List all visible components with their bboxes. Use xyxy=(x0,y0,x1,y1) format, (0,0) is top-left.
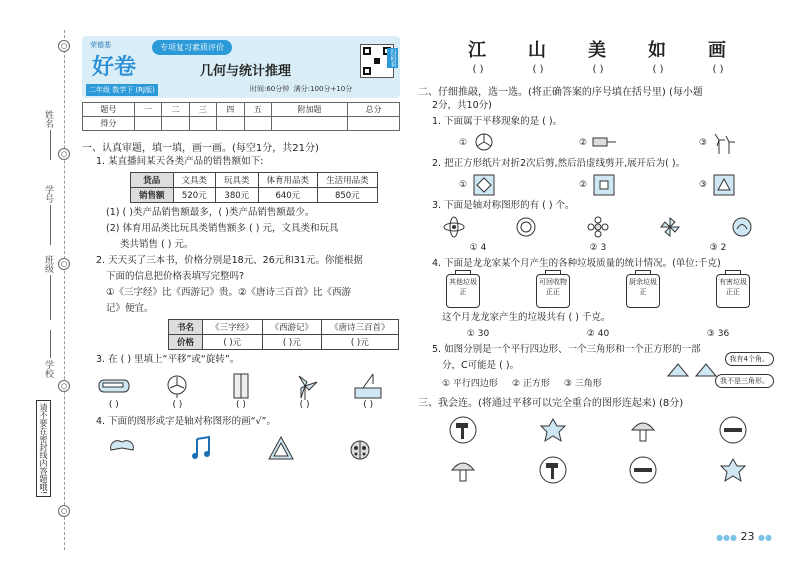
question-2c: ①《三字经》比《西游记》贵。②《唐诗三百首》比《西游 xyxy=(106,287,352,298)
section-2-heading: 二、仔细推敲，选一选。(将正确答案的序号填在括号里) (每小题 xyxy=(418,87,703,98)
question-1-1[interactable]: (1) ( )类产品销售额最多，( )类产品销售额最少。 xyxy=(106,207,315,218)
r-question-1-options: ① ② ③ xyxy=(418,130,778,156)
matching-row-bottom xyxy=(418,455,778,485)
question-4: 4. 下面的图形或字是轴对称图形的画“√”。 xyxy=(96,416,276,427)
shape-bubbles: 我有4个角。 我不是三角形。 xyxy=(664,354,774,388)
seal-hole: ○ xyxy=(58,380,70,392)
flower-icon xyxy=(585,216,611,238)
seal-hole: ○ xyxy=(58,40,70,52)
header-banner xyxy=(82,36,400,98)
mushroom-icon[interactable] xyxy=(628,415,658,445)
r-question-3: 3. 下面是轴对称图形的有 ( ) 个。 xyxy=(432,200,575,211)
knife-circle-icon[interactable] xyxy=(628,455,658,485)
atom-icon xyxy=(441,216,467,238)
ring-icon xyxy=(513,216,539,238)
question-1-2b[interactable]: 类共销售 ( ) 元。 xyxy=(120,239,194,250)
headline-answer-blanks[interactable]: ( ) ( ) ( ) ( ) ( ) xyxy=(472,64,724,75)
r-question-2: 2. 把正方形纸片对折2次后剪,然后沿虚线剪开,展开后为( )。 xyxy=(432,158,686,169)
hammer-circle-icon[interactable] xyxy=(448,415,478,445)
ferris-wheel-icon xyxy=(471,132,497,154)
r-question-1: 1. 下面属于平移现象的是 ( )。 xyxy=(432,116,563,127)
leaf-icon[interactable] xyxy=(538,415,568,445)
grade-label: 二年级 数学下 (RJ版) xyxy=(86,84,158,96)
r-question-3-figures xyxy=(418,214,778,240)
trash-can-hazardous: 有害垃圾 正正 xyxy=(716,274,750,308)
question-3-pictures xyxy=(82,370,400,400)
triangle-hole-option-icon xyxy=(711,174,737,196)
matching-row-top xyxy=(418,415,778,445)
seal-hole: ○ xyxy=(58,258,70,270)
headline-characters: 江 山 美 如 画 xyxy=(468,40,728,61)
name-label: 姓名 xyxy=(43,110,53,128)
crane-icon xyxy=(351,372,385,400)
question-1-2[interactable]: (2) 体育用品类比玩具类销售额多 ( ) 元，文具类和玩具 xyxy=(106,223,339,234)
question-3: 3. 在 ( ) 里填上“平移”或“旋转”。 xyxy=(96,354,240,365)
drill-icon xyxy=(591,132,617,154)
pinwheel-icon xyxy=(657,216,683,238)
diamond-circle-option-icon xyxy=(471,174,497,196)
id-line[interactable] xyxy=(50,205,51,245)
question-2d: 记》便宜。 xyxy=(106,303,154,314)
brand-logo: 荣德基 好卷 xyxy=(90,41,137,80)
fan-icon xyxy=(160,372,194,400)
train-icon xyxy=(97,372,131,400)
class-line[interactable] xyxy=(50,275,51,320)
mushroom-icon[interactable] xyxy=(448,455,478,485)
question-2b: 下面的信息把价格表填写完整吗? xyxy=(106,271,245,282)
section-1-heading: 一、认真审题，填一填，画一画。(每空1分，共21分) xyxy=(82,143,319,154)
seal-hole: ○ xyxy=(58,505,70,517)
eagle-icon[interactable] xyxy=(105,434,139,462)
question-2: 2. 天天买了三本书，价格分别是18元、26元和31元。你能根据 xyxy=(96,255,363,266)
score-table: 题号 一 二 三 四 五 附加题 总分 得分 xyxy=(82,102,400,131)
elevator-icon xyxy=(224,372,258,400)
r-question-5-options: ① 平行四边形 ② 正方形 ③ 三角形 xyxy=(442,378,602,389)
trash-cans xyxy=(418,274,778,308)
book-price-table: 书名 《三字经》 《西游记》 《唐诗三百首》 价格 ( )元 ( )元 ( )元 xyxy=(168,319,399,350)
seal-line xyxy=(64,30,65,550)
trash-can-kitchen: 厨余垃圾 正 xyxy=(626,274,660,308)
seal-warning: 请不要在密封线内答题哦! xyxy=(36,400,51,497)
section-2-heading-b: 2分，共10分) xyxy=(432,100,492,111)
r-question-5: 5. 如图分别是一个平行四边形、一个三角形和一个正方形的一部 xyxy=(432,344,701,355)
binding-margin xyxy=(0,0,72,569)
banner-subtitle: 专项复习素质评价 xyxy=(152,40,232,55)
music-note-icon[interactable] xyxy=(184,434,218,462)
warning-sign-icon[interactable] xyxy=(264,434,298,462)
knife-circle-icon[interactable] xyxy=(718,415,748,445)
r-question-5b[interactable]: 分，C可能是 ( )。 xyxy=(442,360,520,371)
sales-table: 货品 文具类 玩具类 体育用品类 生活用品类 销售额 520元 380元 640元 850元 xyxy=(130,172,378,203)
school-line[interactable] xyxy=(50,330,51,358)
r-question-4-options: ① 30 ② 40 ③ 36 xyxy=(466,329,730,339)
hammer-circle-icon[interactable] xyxy=(538,455,568,485)
question-1: 1. 某直播间某天各类产品的销售额如下: xyxy=(96,156,264,167)
name-line[interactable] xyxy=(50,130,51,160)
square-hole-option-icon xyxy=(591,174,617,196)
ladybug-icon[interactable] xyxy=(343,434,377,462)
logo-icon xyxy=(729,216,755,238)
exam-info: 时间:60分钟 满分:100分+10分 xyxy=(250,85,353,93)
left-column xyxy=(82,36,400,462)
wind-turbines-icon xyxy=(711,132,737,154)
r-question-2-options: ① ② ③ xyxy=(418,172,778,198)
r-question-4b[interactable]: 这个月龙龙家产生的垃圾共有 ( ) 千克。 xyxy=(442,312,611,323)
trash-can-other: 其他垃圾 正 xyxy=(446,274,480,308)
windmill-icon xyxy=(288,372,322,400)
page-title: 几何与统计推理 xyxy=(200,64,292,79)
r-question-4: 4. 下面是龙龙家某个月产生的各种垃圾质量的统计情况。(单位:千克) xyxy=(432,258,721,269)
question-4-pictures xyxy=(82,432,400,462)
seal-hole: ○ xyxy=(58,148,70,160)
school-label: 学校 xyxy=(43,360,53,378)
class-label: 班级 xyxy=(43,255,53,273)
id-label: 学号 xyxy=(43,185,53,203)
trash-can-recyclable: 可回收物 正正 xyxy=(536,274,570,308)
page-number: ●●● 23 ●● xyxy=(716,530,772,543)
qr-tag: 扫码看 xyxy=(389,49,396,67)
question-3-answers[interactable]: ( ) ( ) ( ) ( ) ( ) xyxy=(108,400,374,410)
r-question-3-options: ① 4 ② 3 ③ 2 xyxy=(469,243,727,253)
section-3-heading: 三、我会连。(将通过平移可以完全重合的图形连起来) (8分) xyxy=(418,398,684,409)
leaf-icon[interactable] xyxy=(718,455,748,485)
right-column xyxy=(418,36,778,485)
